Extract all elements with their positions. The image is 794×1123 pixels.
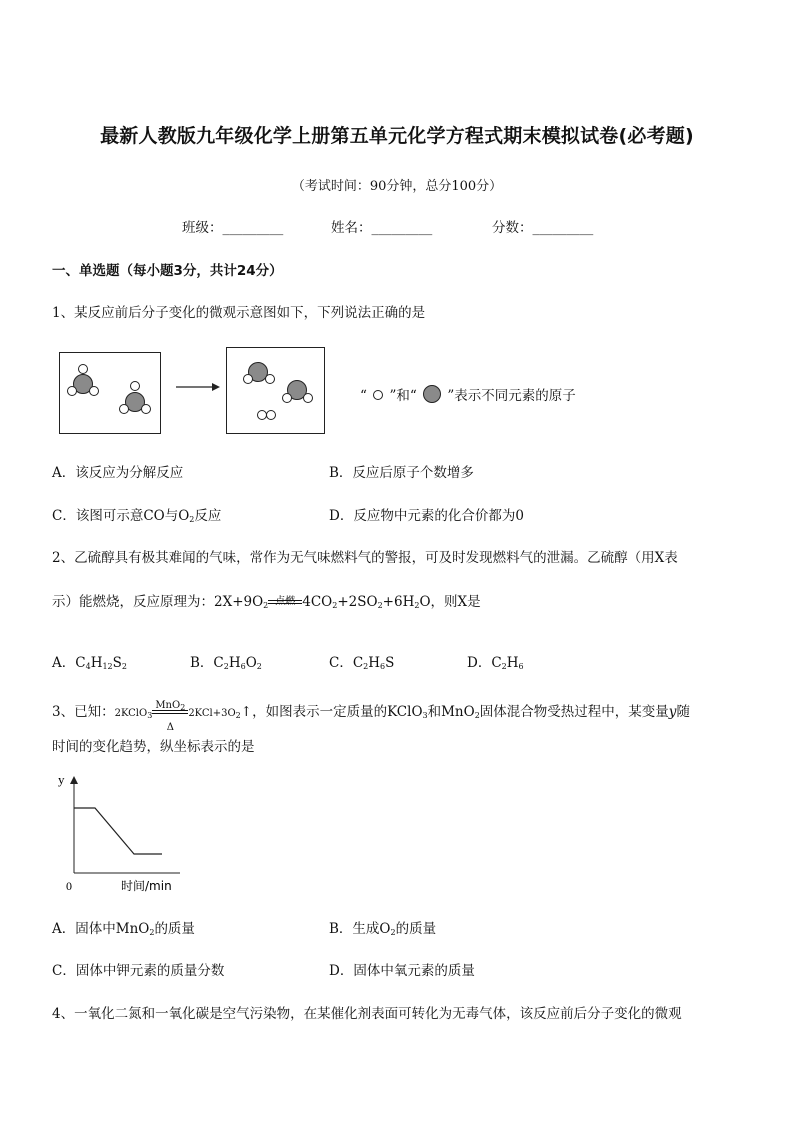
score-label: 分数： [492,220,533,236]
q3-catalyst-text: MnO [155,700,181,711]
q2-b-mid2: O [245,655,257,671]
q3-mid2-sub: 2 [474,711,480,720]
before-molecules [60,353,160,433]
q2-c-s2: 6 [380,662,386,671]
q3-mid3: 固体混合物受热过程中，某变量 [479,704,669,720]
question-3-line-1 [52,700,690,733]
q2-c-pre: C．C [329,655,364,671]
q3-mid1: ，如图表示一定质量的KClO [252,704,423,720]
q3-gas-arrow: ↑ [240,704,253,720]
q2-eq-left: 2X+9O [214,594,264,610]
q3-option-c[interactable]: C．固体中钾元素的质量分数 [52,963,225,979]
q3-a-post: 的质量 [154,921,195,937]
q2-a-s2: 12 [102,662,113,671]
trend-line [74,808,162,854]
q2-b-s2: 6 [240,662,246,671]
question-3-line-2: 时间的变化趋势，纵坐标表示的是 [52,739,255,755]
q2-eq-r1-sub: 2 [332,601,338,610]
q2-a-s3: 2 [121,662,127,671]
class-blank: _________ [222,220,284,236]
molecule-4 [283,381,313,403]
q3-eq-left: 2KClO [114,708,148,719]
q3-b-pre: B．生成O [329,921,391,937]
q2-d-s1: 2 [501,662,507,671]
q2-a-pre: A．C [52,655,86,671]
q2-d-mid: H [506,655,519,671]
q2-a-mid: H [90,655,103,671]
name-field [331,216,432,236]
q2-eq-r3-post: O [419,594,431,610]
origin-label: 0 [66,879,72,893]
q2-eq-r3: +6H [382,594,415,610]
molecule-3 [244,363,275,384]
dark-atom-icon [421,383,443,405]
q2-line2-post: ，则X是 [430,594,481,610]
q2-b-mid: H [228,655,241,671]
q3-a-pre: A．固体中MnO [52,921,150,937]
q3-graph [50,768,190,898]
q3-option-b[interactable] [329,917,436,937]
q2-eq-r2-sub: 2 [377,601,383,610]
molecule-2 [120,382,151,414]
class-label: 班级： [182,220,223,236]
q2-a-s1: 4 [85,662,91,671]
q3-eq-right-wrap [188,708,240,719]
legend-and: ”和“ [389,388,417,404]
q3-option-d[interactable]: D．固体中氧元素的质量 [329,963,475,979]
q2-eq-r3-sub: 2 [414,601,420,610]
q3-catalyst [152,700,188,711]
q3-mid4: 随 [676,704,690,720]
q2-condition: 点燃 [275,596,296,607]
q3-var: y [668,704,677,720]
q1-option-c[interactable] [52,504,221,524]
q1-option-b[interactable]: B．反应后原子个数增多 [329,465,474,481]
light-atom-icon [371,388,385,402]
q3-mid1-sub: 3 [422,711,428,720]
q1-option-d[interactable]: D．反应物中元素的化合价都为0 [329,508,524,524]
q3-eq-right-sub: 2 [235,711,241,720]
q2-line2-pre: 示）能燃烧，反应原理为： [52,594,214,610]
score-field [492,216,593,236]
q2-option-c[interactable] [329,651,394,671]
q2-d-s2: 6 [518,662,524,671]
q3-b-sub: 2 [390,928,396,937]
q2-a-mid2: S [112,655,122,671]
question-4-line-1: 4、一氧化二氮和一氧化碳是空气污染物，在某催化剂表面可转化为无毒气体，该反应前后分子变化的微观 [52,1006,682,1022]
q2-c-s1: 2 [363,662,369,671]
q3-heat: Δ [166,722,174,733]
q2-c-mid: H [368,655,381,671]
q3-eq-left-wrap [115,708,153,719]
q3-option-a[interactable] [52,917,195,937]
page-title: 最新人教版九年级化学上册第五单元化学方程式期末模拟试卷(必考题) [100,125,694,147]
q3-mid2: 和MnO [427,704,475,720]
after-reaction-box [226,347,325,434]
y-axis-arrow-icon [70,776,78,784]
q3-eq-left-sub: 3 [147,711,153,720]
q3-pre: 3、已知： [52,704,115,720]
q2-option-d[interactable] [467,651,524,671]
q1-option-c-sub: 2 [189,515,195,524]
question-1-stem: 1、某反应前后分子变化的微观示意图如下，下列说法正确的是 [52,305,426,321]
q2-eq-r2: +2SO [337,594,378,610]
molecule-1 [68,365,99,396]
question-2-line-1: 2、乙硫醇具有极其难闻的气味，常作为无气味燃料气的警报，可及时发现燃料气的泄漏。乙硫醇（用X表 [52,550,678,566]
q2-eq-r1: 4CO [302,594,333,610]
legend-quote-open: “ [360,388,367,404]
q2-b-s3: 2 [256,662,262,671]
section-heading: 一、单选题（每小题3分，共计24分） [52,263,283,279]
name-label: 姓名： [331,220,372,236]
after-molecules [227,348,324,433]
reaction-arrow-icon [174,380,222,394]
x-axis-label: 时间/min [121,879,172,893]
molecule-5 [258,411,276,420]
q2-option-a[interactable] [52,651,127,671]
score-blank: _________ [532,220,594,236]
atom-legend [360,383,576,405]
q2-d-pre: D．C [467,655,502,671]
q3-a-sub: 2 [149,928,155,937]
q2-b-pre: B．C [190,655,224,671]
q3-catalyst-sub: 2 [180,703,186,712]
q1-option-a[interactable]: A．该反应为分解反应 [52,465,184,481]
q3-eq-right: 2KCl+3O [188,708,236,719]
name-blank: _________ [371,220,433,236]
before-reaction-box [59,352,161,434]
question-2-line-2 [52,590,481,610]
q2-eq-left-sub: 2 [263,601,269,610]
q2-option-b[interactable] [190,651,262,671]
q1-option-c-post: 反应 [194,508,222,524]
exam-info: （考试时间：90分钟，总分100分） [291,179,503,194]
q2-c-post: S [385,655,395,671]
legend-text: ”表示不同元素的原子 [447,388,576,404]
class-field [182,216,283,236]
q3-b-post: 的质量 [395,921,437,937]
y-axis-label: y [58,772,65,787]
q1-option-c-text: C．该图可示意CO与O [52,508,190,524]
q2-b-s1: 2 [223,662,229,671]
